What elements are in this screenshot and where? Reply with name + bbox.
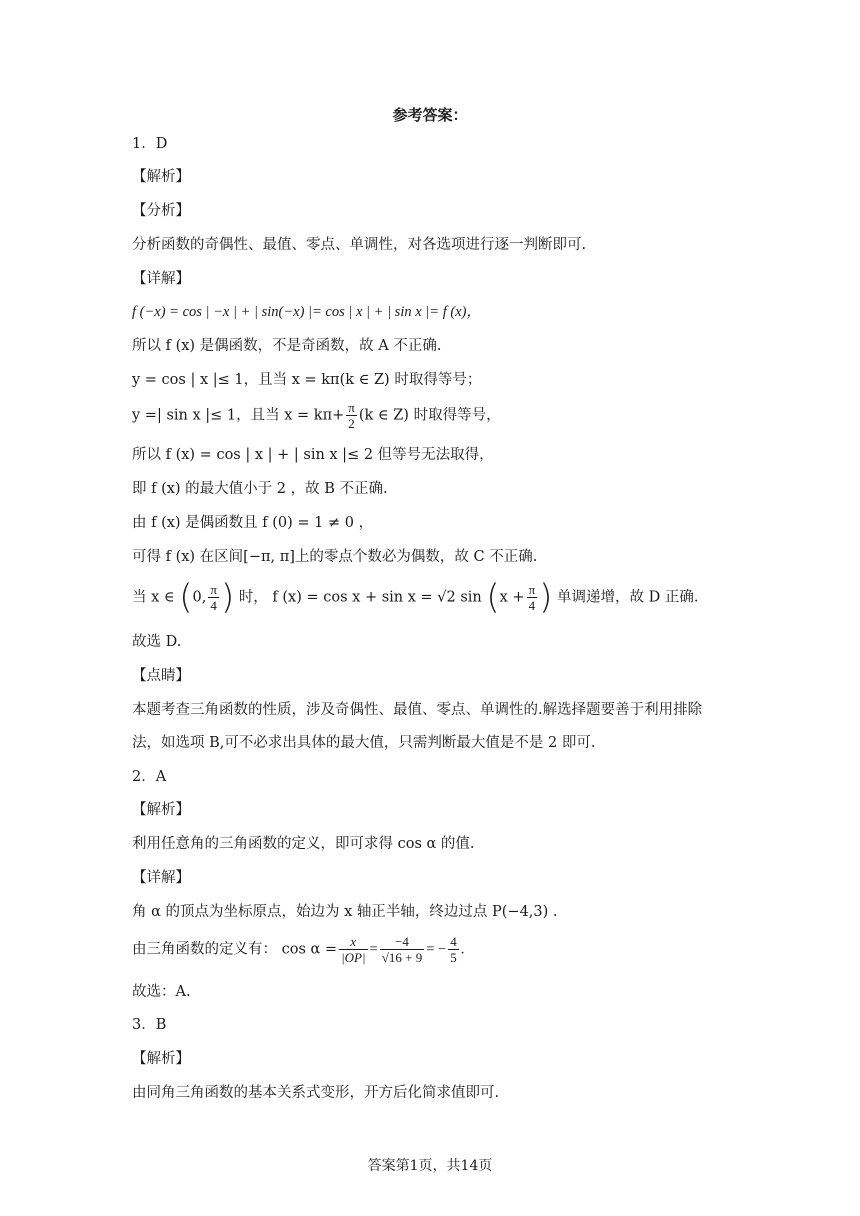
left-paren-icon: ( — [486, 577, 500, 618]
q1-line-4-b: (k ∈ Z) 时取得等号， — [358, 407, 501, 424]
q2-line-1: 角 α 的顶点为坐标原点，始边为 x 轴正半轴，终边过点 P(−4,3) . — [132, 904, 558, 920]
q1-line-6: 即 f (x) 的最大值小于 2 ，故 B 不正确. — [132, 481, 388, 497]
q1-line-10: 故选 D. — [132, 634, 182, 650]
q1-fenxi-heading: 【分析】 — [132, 203, 190, 219]
right-paren-icon: ) — [539, 577, 553, 618]
q1-dianjing-text-2: 法，如选项 B,可不必求出具体的最大值，只需判断最大值是不是 2 即可. — [132, 735, 596, 751]
q1-line-4-a: y =| sin x |≤ 1，且当 x = kπ+ — [132, 407, 345, 424]
q1-line-9-e: 单调递增，故 D 正确. — [557, 589, 699, 606]
equals-minus-sign: = − — [426, 941, 447, 958]
q1-line-8: 可得 f (x) 在区间[−π, π]上的零点个数必为偶数，故 C 不正确. — [132, 549, 538, 565]
q2-line-2-a: 由三角函数的定义有： cos α = — [132, 941, 338, 958]
q1-line-9-c: 时， f (x) = cos x + sin x = √2 sin — [238, 589, 482, 606]
q2-xiangjie-heading: 【详解】 — [132, 870, 190, 886]
q2-answer: 2．A — [132, 769, 167, 785]
q1-line-7: 由 f (x) 是偶函数且 f (0) = 1 ≠ 0 ， — [132, 515, 374, 531]
q2-line-3: 故选：A. — [132, 984, 191, 1000]
q1-answer: 1．D — [132, 136, 168, 152]
q1-line-9 — [132, 577, 740, 618]
q1-line-9-d: x + — [499, 589, 525, 606]
fraction-pi-over-4: $\frac{\pi}{4}$ — [210, 582, 217, 613]
q1-fenxi-text: 分析函数的奇偶性、最值、零点、单调性，对各选项进行逐一判断即可. — [132, 237, 587, 253]
q1-xiangjie-heading: 【详解】 — [132, 271, 190, 287]
q2-line-2 — [132, 934, 740, 965]
page-footer: 答案第1页，共14页 — [367, 1158, 493, 1174]
equals-sign-1: = — [369, 941, 378, 958]
fraction-4-over-5: $\frac{4}{5}$ — [450, 934, 457, 965]
q1-line-1: f (−x) = cos | −x | + | sin(−x) |= cos | x | + | sin x |= f (x)， — [132, 304, 481, 320]
right-paren-icon: ) — [220, 577, 235, 618]
q1-dianjing-text-1: 本题考查三角函数的性质，涉及奇偶性、最值、零点、单调性的.解选择题要善于利用排除 — [132, 702, 703, 718]
left-paren-icon: ( — [179, 577, 193, 618]
q3-jiexi-heading: 【解析】 — [132, 1051, 190, 1067]
q1-dianjing-heading: 【点睛】 — [132, 668, 190, 684]
q1-line-5: 所以 f (x) = cos | x | + | sin x |≤ 2 但等号无法取得， — [132, 447, 494, 463]
q3-text-1: 由同角三角函数的基本关系式变形，开方后化简求值即可. — [132, 1085, 500, 1101]
fraction-x-over-op: $\frac{x}{|OP|}$ — [341, 934, 366, 965]
q2-jiexi-heading: 【解析】 — [132, 802, 190, 818]
q1-jiexi-heading: 【解析】 — [132, 169, 190, 185]
q1-line-2: 所以 f (x) 是偶函数，不是奇函数，故 A 不正确. — [132, 338, 442, 354]
period: . — [460, 941, 465, 958]
fraction-pi-over-4-b: $\frac{\pi}{4}$ — [528, 582, 536, 613]
page-title: 参考答案： — [392, 106, 468, 124]
q1-line-4 — [132, 400, 740, 431]
fraction-pi-over-2: $\frac{\pi}{2}$ — [348, 400, 355, 431]
q2-text-1: 利用任意角的三角函数的定义，即可求得 cos α 的值. — [132, 836, 475, 852]
q1-line-3: y = cos | x |≤ 1，且当 x = kπ(k ∈ Z) 时取得等号； — [132, 372, 482, 388]
q3-answer: 3．B — [132, 1017, 167, 1033]
q1-line-9-b: 0, — [192, 589, 207, 606]
q1-line-9-a: 当 x ∈ — [132, 589, 175, 606]
fraction-neg4-over-sqrt: $\frac{-4}{√16 + 9}$ — [381, 934, 423, 965]
